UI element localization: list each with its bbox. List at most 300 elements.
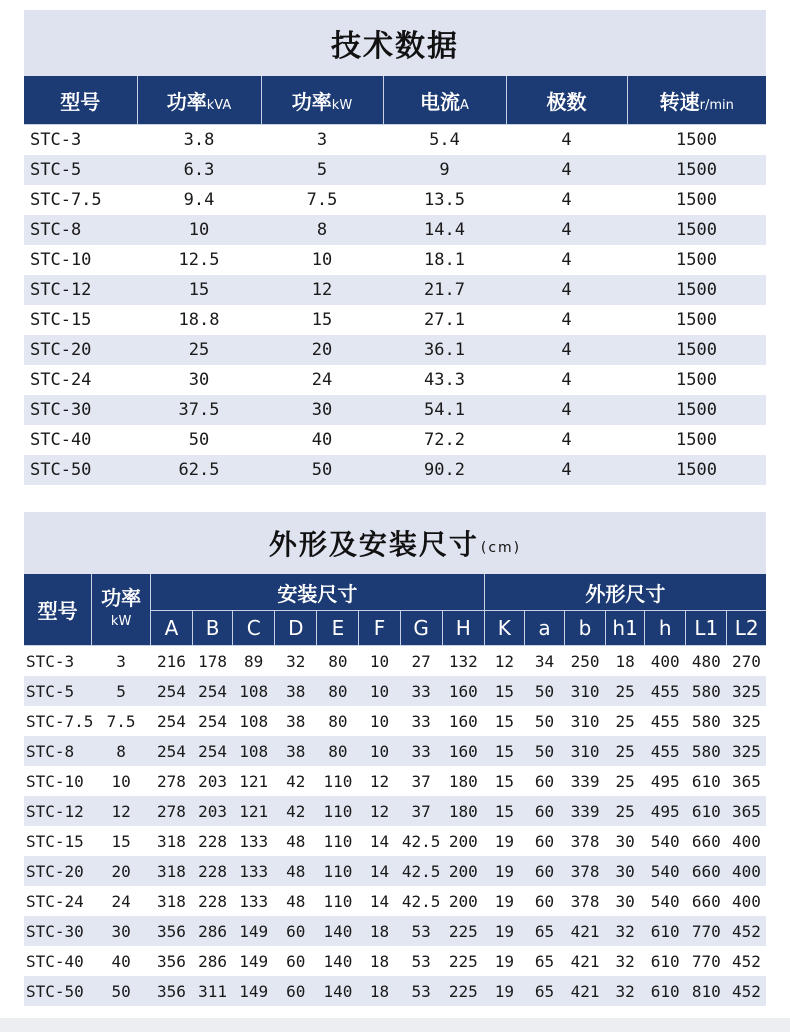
table-cell: 9.4 bbox=[137, 185, 261, 215]
table-cell: 48 bbox=[275, 826, 317, 856]
table-cell: 311 bbox=[193, 976, 233, 1006]
table-cell: 24 bbox=[261, 365, 383, 395]
table-cell: 1500 bbox=[627, 365, 766, 395]
model-cell: STC-40 bbox=[24, 425, 137, 455]
table-cell: 19 bbox=[484, 886, 524, 916]
tech-header-4 bbox=[506, 76, 627, 125]
table-cell: 33 bbox=[400, 676, 442, 706]
install-col-header: E bbox=[317, 611, 359, 646]
tech-header-3 bbox=[383, 76, 506, 125]
table-cell: 278 bbox=[150, 766, 192, 796]
table-cell: 25 bbox=[606, 796, 645, 826]
table-cell: 30 bbox=[606, 886, 645, 916]
tech-table-row bbox=[24, 185, 766, 215]
table-cell: 18.1 bbox=[383, 245, 506, 275]
table-cell: 18 bbox=[359, 946, 400, 976]
table-cell: 133 bbox=[233, 856, 275, 886]
tech-table-row bbox=[24, 425, 766, 455]
table-cell: 12 bbox=[359, 796, 400, 826]
tech-header-label: 型号 bbox=[60, 89, 101, 114]
table-cell: 110 bbox=[317, 856, 359, 886]
tech-data-table bbox=[24, 76, 766, 485]
table-cell: 110 bbox=[317, 886, 359, 916]
power-header-unit: kW bbox=[110, 613, 132, 629]
table-cell: 54.1 bbox=[383, 395, 506, 425]
dimensions-table-row bbox=[24, 826, 766, 856]
table-cell: 4 bbox=[506, 215, 627, 245]
table-cell: 580 bbox=[686, 676, 727, 706]
table-cell: 421 bbox=[564, 916, 605, 946]
tech-table-row bbox=[24, 215, 766, 245]
table-cell: 140 bbox=[317, 916, 359, 946]
table-cell: 60 bbox=[275, 976, 317, 1006]
power-header bbox=[92, 574, 151, 646]
table-cell: 1500 bbox=[627, 395, 766, 425]
table-cell: 37.5 bbox=[137, 395, 261, 425]
table-cell: 12 bbox=[261, 275, 383, 305]
dimensions-panel bbox=[24, 512, 766, 1010]
dimensions-table-row bbox=[24, 736, 766, 766]
outline-col-header: h bbox=[645, 611, 686, 646]
table-cell: 42 bbox=[275, 766, 317, 796]
table-cell: 10 bbox=[359, 736, 400, 766]
table-cell: 80 bbox=[317, 646, 359, 677]
table-cell: 540 bbox=[645, 856, 686, 886]
table-cell: 254 bbox=[193, 736, 233, 766]
table-cell: 378 bbox=[564, 826, 605, 856]
model-cell: STC-3 bbox=[24, 125, 137, 156]
table-cell: 43.3 bbox=[383, 365, 506, 395]
table-cell: 5 bbox=[261, 155, 383, 185]
model-cell: STC-5 bbox=[24, 155, 137, 185]
table-cell: 12 bbox=[484, 646, 524, 677]
tech-header-unit: A bbox=[460, 97, 469, 113]
table-cell: 400 bbox=[645, 646, 686, 677]
table-cell: 133 bbox=[233, 826, 275, 856]
table-cell: 37 bbox=[400, 766, 442, 796]
table-cell: 40 bbox=[261, 425, 383, 455]
table-cell: 4 bbox=[506, 395, 627, 425]
table-cell: 452 bbox=[727, 916, 766, 946]
tech-header-unit: kVA bbox=[206, 97, 232, 113]
table-cell: 80 bbox=[317, 706, 359, 736]
table-cell: 660 bbox=[686, 856, 727, 886]
dimensions-table-row bbox=[24, 766, 766, 796]
dimensions-table-row bbox=[24, 856, 766, 886]
table-cell: 12 bbox=[359, 766, 400, 796]
table-cell: 203 bbox=[193, 766, 233, 796]
install-col-header: G bbox=[400, 611, 442, 646]
table-cell: 495 bbox=[645, 766, 686, 796]
table-cell: 50 bbox=[92, 976, 151, 1006]
table-cell: 225 bbox=[442, 976, 484, 1006]
model-cell: STC-24 bbox=[24, 365, 137, 395]
dimensions-title-unit: (cm) bbox=[480, 540, 522, 556]
table-cell: 25 bbox=[606, 706, 645, 736]
table-cell: 254 bbox=[150, 676, 192, 706]
dimensions-table-row bbox=[24, 886, 766, 916]
table-cell: 318 bbox=[150, 826, 192, 856]
tech-table-row bbox=[24, 275, 766, 305]
tech-table-row bbox=[24, 365, 766, 395]
table-cell: 42 bbox=[275, 796, 317, 826]
tech-table-row bbox=[24, 305, 766, 335]
install-col-header: B bbox=[193, 611, 233, 646]
table-cell: 14 bbox=[359, 886, 400, 916]
dimensions-table-row bbox=[24, 916, 766, 946]
table-cell: 7.5 bbox=[261, 185, 383, 215]
table-cell: 325 bbox=[727, 736, 766, 766]
table-cell: 310 bbox=[564, 736, 605, 766]
table-cell: 1500 bbox=[627, 455, 766, 485]
model-cell: STC-12 bbox=[24, 796, 92, 826]
model-cell: STC-50 bbox=[24, 455, 137, 485]
model-cell: STC-30 bbox=[24, 395, 137, 425]
table-cell: 660 bbox=[686, 886, 727, 916]
table-cell: 14.4 bbox=[383, 215, 506, 245]
table-cell: 378 bbox=[564, 856, 605, 886]
table-cell: 140 bbox=[317, 976, 359, 1006]
dimensions-table-body bbox=[24, 646, 766, 1007]
bottom-strip bbox=[0, 1018, 790, 1032]
table-cell: 580 bbox=[686, 706, 727, 736]
table-cell: 27.1 bbox=[383, 305, 506, 335]
model-cell: STC-3 bbox=[24, 646, 92, 677]
table-cell: 4 bbox=[506, 155, 627, 185]
table-cell: 108 bbox=[233, 676, 275, 706]
tech-table-row bbox=[24, 335, 766, 365]
table-cell: 15 bbox=[92, 826, 151, 856]
table-cell: 50 bbox=[524, 676, 564, 706]
model-cell: STC-7.5 bbox=[24, 706, 92, 736]
table-cell: 9 bbox=[383, 155, 506, 185]
table-cell: 770 bbox=[686, 946, 727, 976]
table-cell: 149 bbox=[233, 916, 275, 946]
install-col-header: H bbox=[442, 611, 484, 646]
table-cell: 1500 bbox=[627, 245, 766, 275]
outline-col-header: L2 bbox=[727, 611, 766, 646]
table-cell: 1500 bbox=[627, 185, 766, 215]
table-cell: 50 bbox=[524, 706, 564, 736]
table-cell: 50 bbox=[137, 425, 261, 455]
table-cell: 455 bbox=[645, 706, 686, 736]
model-cell: STC-7.5 bbox=[24, 185, 137, 215]
table-cell: 110 bbox=[317, 796, 359, 826]
table-cell: 225 bbox=[442, 946, 484, 976]
table-cell: 121 bbox=[233, 796, 275, 826]
tech-table-row bbox=[24, 455, 766, 485]
table-cell: 30 bbox=[92, 916, 151, 946]
tech-header-0 bbox=[24, 76, 137, 125]
table-cell: 25 bbox=[137, 335, 261, 365]
tech-header-5 bbox=[627, 76, 766, 125]
table-cell: 18 bbox=[359, 916, 400, 946]
table-cell: 34 bbox=[524, 646, 564, 677]
model-cell: STC-10 bbox=[24, 766, 92, 796]
model-cell: STC-50 bbox=[24, 976, 92, 1006]
table-cell: 610 bbox=[686, 796, 727, 826]
table-cell: 310 bbox=[564, 706, 605, 736]
table-cell: 365 bbox=[727, 796, 766, 826]
table-cell: 356 bbox=[150, 976, 192, 1006]
tech-header-label: 功率 bbox=[166, 89, 207, 114]
table-cell: 365 bbox=[727, 766, 766, 796]
table-cell: 89 bbox=[233, 646, 275, 677]
tech-header-label: 电流 bbox=[420, 89, 461, 114]
table-cell: 160 bbox=[442, 706, 484, 736]
table-cell: 10 bbox=[359, 676, 400, 706]
table-cell: 12 bbox=[92, 796, 151, 826]
table-cell: 610 bbox=[686, 766, 727, 796]
table-cell: 21.7 bbox=[383, 275, 506, 305]
table-cell: 203 bbox=[193, 796, 233, 826]
table-cell: 25 bbox=[606, 736, 645, 766]
table-cell: 14 bbox=[359, 856, 400, 886]
outline-col-header: K bbox=[484, 611, 524, 646]
table-cell: 10 bbox=[359, 706, 400, 736]
table-cell: 60 bbox=[524, 796, 564, 826]
table-cell: 30 bbox=[261, 395, 383, 425]
table-cell: 254 bbox=[150, 736, 192, 766]
table-cell: 110 bbox=[317, 766, 359, 796]
table-cell: 32 bbox=[606, 976, 645, 1006]
model-cell: STC-5 bbox=[24, 676, 92, 706]
table-cell: 286 bbox=[193, 946, 233, 976]
table-cell: 4 bbox=[506, 245, 627, 275]
table-cell: 33 bbox=[400, 736, 442, 766]
model-cell: STC-30 bbox=[24, 916, 92, 946]
table-cell: 48 bbox=[275, 886, 317, 916]
tech-table-row bbox=[24, 125, 766, 156]
tech-header-label: 功率 bbox=[291, 89, 332, 114]
table-cell: 180 bbox=[442, 766, 484, 796]
table-cell: 455 bbox=[645, 676, 686, 706]
table-cell: 254 bbox=[193, 676, 233, 706]
tech-data-title: 技术数据 bbox=[24, 10, 766, 76]
table-cell: 4 bbox=[506, 425, 627, 455]
tech-header-unit: kW bbox=[331, 97, 353, 113]
table-cell: 540 bbox=[645, 886, 686, 916]
table-cell: 15 bbox=[261, 305, 383, 335]
dimensions-table-row bbox=[24, 946, 766, 976]
tech-header-2 bbox=[261, 76, 383, 125]
table-cell: 15 bbox=[484, 766, 524, 796]
table-cell: 32 bbox=[606, 916, 645, 946]
model-cell: STC-40 bbox=[24, 946, 92, 976]
tech-header-1 bbox=[137, 76, 261, 125]
table-cell: 10 bbox=[359, 646, 400, 677]
table-cell: 60 bbox=[275, 946, 317, 976]
table-cell: 452 bbox=[727, 946, 766, 976]
table-cell: 53 bbox=[400, 976, 442, 1006]
install-col-header: C bbox=[233, 611, 275, 646]
dimensions-table-row bbox=[24, 796, 766, 826]
dimensions-table-row bbox=[24, 676, 766, 706]
table-cell: 32 bbox=[275, 646, 317, 677]
outline-dims-group-header: 外形尺寸 bbox=[484, 574, 766, 611]
table-cell: 228 bbox=[193, 826, 233, 856]
table-cell: 42.5 bbox=[400, 826, 442, 856]
dimensions-group-header-row bbox=[24, 574, 766, 611]
table-cell: 325 bbox=[727, 706, 766, 736]
table-cell: 132 bbox=[442, 646, 484, 677]
table-cell: 3.8 bbox=[137, 125, 261, 156]
dimensions-table-row bbox=[24, 706, 766, 736]
table-cell: 580 bbox=[686, 736, 727, 766]
table-cell: 378 bbox=[564, 886, 605, 916]
table-cell: 12.5 bbox=[137, 245, 261, 275]
table-cell: 65 bbox=[524, 976, 564, 1006]
table-cell: 90.2 bbox=[383, 455, 506, 485]
table-cell: 149 bbox=[233, 946, 275, 976]
table-cell: 4 bbox=[506, 125, 627, 156]
table-cell: 216 bbox=[150, 646, 192, 677]
table-cell: 19 bbox=[484, 916, 524, 946]
table-cell: 72.2 bbox=[383, 425, 506, 455]
table-cell: 180 bbox=[442, 796, 484, 826]
table-cell: 60 bbox=[524, 766, 564, 796]
table-cell: 38 bbox=[275, 706, 317, 736]
table-cell: 48 bbox=[275, 856, 317, 886]
table-cell: 325 bbox=[727, 676, 766, 706]
model-cell: STC-20 bbox=[24, 335, 137, 365]
outline-col-header: a bbox=[524, 611, 564, 646]
table-cell: 6.3 bbox=[137, 155, 261, 185]
table-cell: 15 bbox=[484, 736, 524, 766]
tech-header-label: 转速 bbox=[659, 89, 700, 114]
table-cell: 610 bbox=[645, 976, 686, 1006]
table-cell: 20 bbox=[92, 856, 151, 886]
table-cell: 356 bbox=[150, 916, 192, 946]
model-cell: STC-15 bbox=[24, 826, 92, 856]
table-cell: 8 bbox=[261, 215, 383, 245]
table-cell: 310 bbox=[564, 676, 605, 706]
table-cell: 25 bbox=[606, 676, 645, 706]
model-cell: STC-10 bbox=[24, 245, 137, 275]
table-cell: 38 bbox=[275, 736, 317, 766]
table-cell: 4 bbox=[506, 275, 627, 305]
table-cell: 149 bbox=[233, 976, 275, 1006]
table-cell: 318 bbox=[150, 856, 192, 886]
table-cell: 121 bbox=[233, 766, 275, 796]
table-cell: 200 bbox=[442, 886, 484, 916]
table-cell: 610 bbox=[645, 946, 686, 976]
table-cell: 37 bbox=[400, 796, 442, 826]
table-cell: 3 bbox=[92, 646, 151, 677]
table-cell: 4 bbox=[506, 335, 627, 365]
model-cell: STC-8 bbox=[24, 215, 137, 245]
model-cell: STC-15 bbox=[24, 305, 137, 335]
tech-table-body bbox=[24, 125, 766, 486]
table-cell: 4 bbox=[506, 305, 627, 335]
table-cell: 160 bbox=[442, 736, 484, 766]
table-cell: 5 bbox=[92, 676, 151, 706]
table-cell: 65 bbox=[524, 946, 564, 976]
dimensions-table bbox=[24, 574, 766, 1006]
table-cell: 8 bbox=[92, 736, 151, 766]
tech-data-panel bbox=[24, 10, 766, 488]
table-cell: 80 bbox=[317, 676, 359, 706]
tech-header-unit: r/min bbox=[699, 97, 734, 113]
table-cell: 40 bbox=[92, 946, 151, 976]
table-cell: 60 bbox=[524, 886, 564, 916]
table-cell: 200 bbox=[442, 826, 484, 856]
install-col-header: D bbox=[275, 611, 317, 646]
dimensions-title bbox=[24, 512, 766, 574]
table-cell: 1500 bbox=[627, 275, 766, 305]
table-cell: 455 bbox=[645, 736, 686, 766]
table-cell: 38 bbox=[275, 676, 317, 706]
table-cell: 3 bbox=[261, 125, 383, 156]
table-cell: 400 bbox=[727, 856, 766, 886]
table-cell: 318 bbox=[150, 886, 192, 916]
table-cell: 286 bbox=[193, 916, 233, 946]
table-cell: 400 bbox=[727, 826, 766, 856]
table-cell: 495 bbox=[645, 796, 686, 826]
table-cell: 250 bbox=[564, 646, 605, 677]
table-cell: 19 bbox=[484, 946, 524, 976]
table-cell: 53 bbox=[400, 916, 442, 946]
table-cell: 10 bbox=[261, 245, 383, 275]
table-cell: 24 bbox=[92, 886, 151, 916]
table-cell: 62.5 bbox=[137, 455, 261, 485]
table-cell: 278 bbox=[150, 796, 192, 826]
table-cell: 60 bbox=[524, 856, 564, 886]
table-cell: 421 bbox=[564, 946, 605, 976]
model-header: 型号 bbox=[24, 574, 92, 646]
table-cell: 13.5 bbox=[383, 185, 506, 215]
power-header-label: 功率 bbox=[101, 585, 142, 610]
table-cell: 60 bbox=[275, 916, 317, 946]
table-cell: 254 bbox=[193, 706, 233, 736]
table-cell: 30 bbox=[606, 826, 645, 856]
table-cell: 452 bbox=[727, 976, 766, 1006]
table-cell: 53 bbox=[400, 946, 442, 976]
table-cell: 400 bbox=[727, 886, 766, 916]
table-cell: 36.1 bbox=[383, 335, 506, 365]
table-cell: 30 bbox=[606, 856, 645, 886]
table-cell: 30 bbox=[137, 365, 261, 395]
table-cell: 356 bbox=[150, 946, 192, 976]
table-cell: 33 bbox=[400, 706, 442, 736]
table-cell: 610 bbox=[645, 916, 686, 946]
table-cell: 1500 bbox=[627, 335, 766, 365]
table-cell: 339 bbox=[564, 796, 605, 826]
model-cell: STC-12 bbox=[24, 275, 137, 305]
table-cell: 200 bbox=[442, 856, 484, 886]
table-cell: 50 bbox=[261, 455, 383, 485]
table-cell: 15 bbox=[484, 676, 524, 706]
dimensions-table-row bbox=[24, 976, 766, 1006]
table-cell: 18.8 bbox=[137, 305, 261, 335]
table-cell: 15 bbox=[484, 796, 524, 826]
table-cell: 10 bbox=[92, 766, 151, 796]
table-cell: 19 bbox=[484, 826, 524, 856]
table-cell: 60 bbox=[524, 826, 564, 856]
table-cell: 7.5 bbox=[92, 706, 151, 736]
table-cell: 110 bbox=[317, 826, 359, 856]
table-cell: 4 bbox=[506, 455, 627, 485]
model-cell: STC-8 bbox=[24, 736, 92, 766]
table-cell: 1500 bbox=[627, 215, 766, 245]
table-cell: 4 bbox=[506, 185, 627, 215]
table-cell: 1500 bbox=[627, 155, 766, 185]
tech-table-row bbox=[24, 245, 766, 275]
table-cell: 339 bbox=[564, 766, 605, 796]
tech-header-row bbox=[24, 76, 766, 125]
table-cell: 770 bbox=[686, 916, 727, 946]
install-col-header: A bbox=[150, 611, 192, 646]
